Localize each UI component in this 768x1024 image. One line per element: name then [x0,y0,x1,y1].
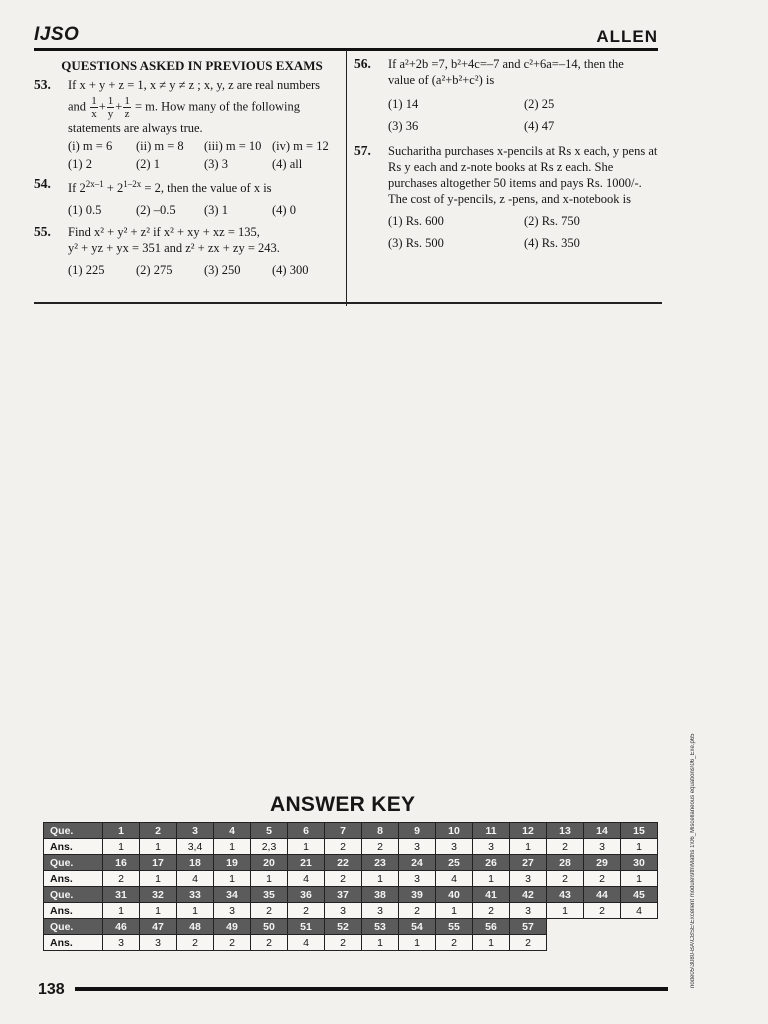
question-number-cell: 20 [251,855,288,871]
answer-cell: 1 [473,871,510,887]
question-text-line: y² + yz + yx = 351 and z² + zx + zy = 243. [68,241,280,256]
question-text: = 2, then the value of x is [141,181,272,196]
answer-cell: 1 [214,871,251,887]
answer-cell: 2 [177,935,214,951]
empty-cell [547,919,584,935]
statement-item: (iv) m = 12 [272,139,329,153]
question-number: 54. [34,176,51,191]
answer-cell: 2 [510,935,547,951]
statement-item: (iii) m = 10 [204,139,262,153]
question-number-cell: 35 [251,887,288,903]
question-number-row [44,887,658,903]
question-text-line: Find x² + y² + z² if x² + xy + xz = 135, [68,225,260,240]
answer-key-table [43,822,658,951]
question-number-row [44,855,658,871]
question-number-cell: 11 [473,823,510,839]
fraction [123,95,131,120]
answer-cell: 1 [140,839,177,855]
question-54 [34,176,340,218]
answer-cell: 3 [214,903,251,919]
exponent: 1–2x [123,179,142,189]
question-number-cell: 10 [436,823,473,839]
question-number-cell: 21 [288,855,325,871]
option-item: (1) 225 [68,263,105,278]
answer-cell: 1 [362,935,399,951]
question-number: 53. [34,77,51,92]
answer-cell: 4 [288,935,325,951]
row-label-que: Que. [44,887,103,903]
option-item: (2) 275 [136,263,173,278]
question-number-cell: 23 [362,855,399,871]
answer-cell: 1 [214,839,251,855]
answer-cell: 3 [325,903,362,919]
empty-cell [547,935,584,951]
row-label-ans: Ans. [44,935,103,951]
question-number-cell: 24 [399,855,436,871]
answer-cell: 2 [288,903,325,919]
question-number-cell: 46 [103,919,140,935]
answer-cell: 2 [362,839,399,855]
question-number-cell: 40 [436,887,473,903]
question-text: = m. How many of the following [134,99,300,114]
row-label-ans: Ans. [44,903,103,919]
option-list [68,156,340,172]
question-number-cell: 51 [288,919,325,935]
option-item: (4) Rs. 350 [524,236,580,250]
question-number-cell: 50 [251,919,288,935]
question-number-cell: 3 [177,823,214,839]
question-number-cell: 12 [510,823,547,839]
answer-cell: 1 [362,871,399,887]
fraction [107,95,115,120]
question-number-cell: 9 [399,823,436,839]
question-number-cell: 15 [621,823,658,839]
question-number-cell: 22 [325,855,362,871]
question-number-cell: 31 [103,887,140,903]
empty-cell [621,935,658,951]
question-number-cell: 30 [621,855,658,871]
answer-cell: 2 [325,935,362,951]
answer-row [44,839,658,855]
question-number-cell: 39 [399,887,436,903]
answer-cell: 1 [140,871,177,887]
column-divider [346,50,347,306]
question-number-cell: 27 [510,855,547,871]
question-number-cell: 37 [325,887,362,903]
answer-cell: 1 [547,903,584,919]
question-number-cell: 56 [473,919,510,935]
question-number-row [44,919,658,935]
answer-cell: 4 [288,871,325,887]
footer-rule [75,987,668,991]
page-number: 138 [38,981,65,998]
answer-cell: 2 [547,871,584,887]
answer-cell: 1 [177,903,214,919]
option-item: (1) Rs. 600 [388,214,444,228]
section-title: QUESTIONS ASKED IN PREVIOUS EXAMS [61,58,323,73]
left-column [34,58,340,281]
question-number-cell: 19 [214,855,251,871]
fraction-numerator: 1 [91,95,97,107]
option-item: (3) 36 [388,119,419,133]
answer-key-title: ANSWER KEY [270,793,416,816]
answer-cell: 2 [399,903,436,919]
question-number: 56. [354,56,371,71]
answer-cell: 1 [103,903,140,919]
statement-item: (ii) m = 8 [136,139,184,153]
row-label-ans: Ans. [44,871,103,887]
question-text: + 2 [103,181,124,196]
plus-sign: + [115,99,123,114]
question-number-cell: 57 [510,919,547,935]
answer-cell: 3,4 [177,839,214,855]
answer-cell: 2 [251,935,288,951]
option-item: (4) all [272,157,303,171]
exponent: 2x–1 [85,179,104,189]
question-number-cell: 28 [547,855,584,871]
question-text-line: If a²+2b =7, b²+4c=–7 and c²+6a=–14, then the [388,57,624,71]
question-number-cell: 53 [362,919,399,935]
fraction-numerator: 1 [124,95,130,107]
answer-cell: 1 [288,839,325,855]
question-number-cell: 16 [103,855,140,871]
answer-cell: 1 [473,935,510,951]
option-item: (3) 1 [204,203,228,218]
question-number-cell: 17 [140,855,177,871]
question-text-line: value of (a²+b²+c²) is [388,73,495,87]
answer-cell: 1 [399,935,436,951]
question-number-cell: 18 [177,855,214,871]
question-number-cell: 26 [473,855,510,871]
answer-cell: 2 [214,935,251,951]
answer-cell: 1 [621,871,658,887]
question-text: If 2 [68,181,86,196]
question-number-cell: 29 [584,855,621,871]
answer-cell: 1 [621,839,658,855]
question-number-cell: 44 [584,887,621,903]
answer-cell: 1 [103,839,140,855]
question-number-cell: 34 [214,887,251,903]
question-56 [354,56,660,140]
file-path-note: node05\3080-BA\CBSE\Excellent module\9th\Maths 1\06_Miscellaneous equations\06_Exe.p65 [690,733,696,988]
answer-row [44,871,658,887]
question-number-cell: 43 [547,887,584,903]
question-number-cell: 32 [140,887,177,903]
answer-cell: 2 [325,839,362,855]
answer-row [44,903,658,919]
fraction-numerator: 1 [107,95,114,107]
option-list [388,213,660,257]
row-label-que: Que. [44,855,103,871]
question-number-cell: 8 [362,823,399,839]
fraction-denominator: y [107,108,114,120]
question-number-cell: 1 [103,823,140,839]
answer-cell: 2 [325,871,362,887]
row-label-ans: Ans. [44,839,103,855]
answer-cell: 4 [177,871,214,887]
question-number-cell: 49 [214,919,251,935]
empty-cell [584,935,621,951]
answer-cell: 3 [510,903,547,919]
question-text-line [68,176,340,196]
question-number-cell: 2 [140,823,177,839]
answer-cell: 3 [103,935,140,951]
question-number-cell: 45 [621,887,658,903]
option-list [68,202,340,218]
question-number-cell: 41 [473,887,510,903]
answer-cell: 2 [251,903,288,919]
answer-cell: 2 [547,839,584,855]
answer-cell: 2 [103,871,140,887]
header-brand-left: IJSO [34,24,80,45]
option-item: (4) 0 [272,203,296,218]
option-item: (2) 1 [136,157,160,171]
question-number-cell: 38 [362,887,399,903]
option-item: (1) 2 [68,157,92,171]
question-57 [354,143,660,257]
answer-cell: 2 [436,935,473,951]
answer-cell: 2,3 [251,839,288,855]
statement-item: (i) m = 6 [68,139,113,153]
statement-list [68,138,340,154]
empty-cell [621,919,658,935]
answer-cell: 1 [510,839,547,855]
fraction [90,95,98,120]
option-item: (4) 47 [524,119,555,133]
option-item: (1) 14 [388,97,419,111]
answer-cell: 3 [473,839,510,855]
option-item: (3) 3 [204,157,228,171]
question-number-cell: 52 [325,919,362,935]
question-53 [34,77,340,172]
option-list [388,96,660,140]
option-list [68,262,340,278]
answer-cell: 3 [584,839,621,855]
answer-row [44,935,658,951]
fraction-denominator: x [91,108,97,120]
question-number-cell: 42 [510,887,547,903]
answer-cell: 3 [140,935,177,951]
answer-cell: 3 [399,871,436,887]
answer-cell: 4 [436,871,473,887]
question-number-cell: 36 [288,887,325,903]
question-number-cell: 54 [399,919,436,935]
question-number-cell: 48 [177,919,214,935]
question-number-cell: 7 [325,823,362,839]
question-number-cell: 25 [436,855,473,871]
question-number-cell: 6 [288,823,325,839]
answer-cell: 3 [399,839,436,855]
question-number-cell: 5 [251,823,288,839]
answer-cell: 4 [621,903,658,919]
question-text: and [68,99,87,114]
fraction-denominator: z [124,108,130,120]
question-text-line: If x + y + z = 1, x ≠ y ≠ z ; x, y, z are real numbers [68,78,321,92]
option-item: (4) 300 [272,263,309,278]
question-text-line [68,95,340,120]
header-brand-right: ALLEN [596,27,658,46]
section-rule [34,302,662,304]
right-column [354,56,660,260]
question-number-cell: 47 [140,919,177,935]
option-item: (3) 250 [204,263,241,278]
answer-cell: 3 [362,903,399,919]
answer-cell: 2 [473,903,510,919]
row-label-que: Que. [44,823,103,839]
empty-cell [584,919,621,935]
question-number-cell: 4 [214,823,251,839]
question-number: 57. [354,143,371,158]
row-label-que: Que. [44,919,103,935]
option-item: (1) 0.5 [68,203,102,218]
answer-cell: 3 [436,839,473,855]
question-number-cell: 14 [584,823,621,839]
answer-cell: 1 [140,903,177,919]
answer-cell: 1 [436,903,473,919]
question-number-cell: 13 [547,823,584,839]
option-item: (2) –0.5 [136,203,176,218]
option-item: (2) 25 [524,97,555,111]
answer-cell: 2 [584,871,621,887]
question-text: Sucharitha purchases x-pencils at Rs x each, y pens at Rs y each and z-note books at Rs z each. She purchases altogether 50 items and pays Rs. 1000/-. The cost of y-pencils, z -pens, and x-notebook is [388,144,658,206]
question-number-cell: 33 [177,887,214,903]
question-55 [34,224,340,278]
option-item: (2) Rs. 750 [524,214,580,228]
question-text-line: statements are always true. [68,121,203,135]
answer-cell: 3 [510,871,547,887]
plus-sign: + [98,99,106,114]
answer-cell: 1 [251,871,288,887]
question-number-row [44,823,658,839]
answer-cell: 2 [584,903,621,919]
question-number: 55. [34,224,51,240]
option-item: (3) Rs. 500 [388,236,444,250]
question-number-cell: 55 [436,919,473,935]
